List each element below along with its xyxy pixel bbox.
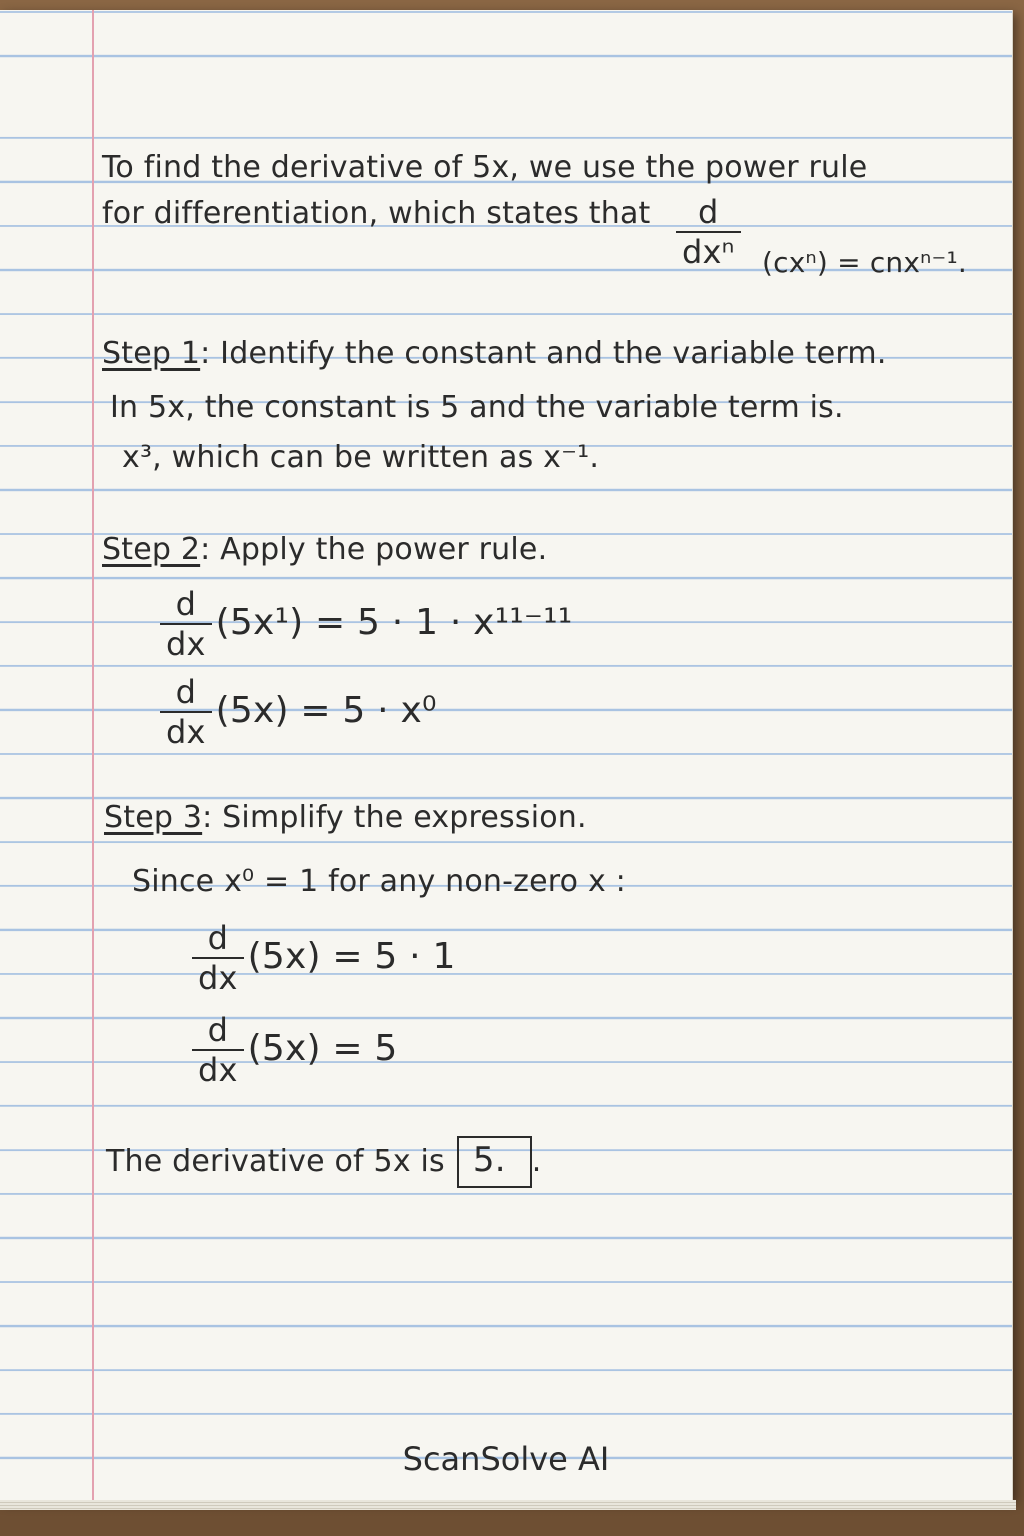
step2-eq1-rest: (5x¹) = 5 · 1 · x¹¹⁻¹¹	[215, 602, 573, 643]
power-rule-denominator: dxⁿ	[676, 231, 741, 268]
step2-eq2-fraction	[160, 673, 212, 751]
step3-eq1-rest: (5x) = 5 · 1	[247, 936, 456, 977]
notebook-page	[0, 10, 1013, 1500]
step3-eq1-denominator: dx	[192, 957, 244, 994]
step3-eq1-fraction	[192, 919, 244, 997]
power-rule-rest: (cxⁿ) = cnxⁿ⁻¹.	[762, 246, 968, 279]
power-rule-formula	[676, 193, 745, 271]
conclusion-line	[106, 1136, 541, 1188]
step1-line-3: x³, which can be written as x⁻¹.	[122, 440, 600, 475]
conclusion-text: The derivative of 5x is	[106, 1144, 445, 1179]
step2-eq1-denominator: dx	[160, 623, 212, 660]
step3-equation-2	[192, 1011, 398, 1089]
power-rule-numerator: d	[698, 193, 719, 231]
power-rule-fraction	[676, 193, 741, 271]
step1-title: : Identify the constant and the variable term.	[200, 336, 887, 371]
conclusion-end: .	[531, 1144, 542, 1179]
answer-box: 5.	[457, 1136, 532, 1188]
step3-since-line: Since x⁰ = 1 for any non-zero x :	[132, 864, 626, 899]
step3-eq2-fraction	[192, 1011, 244, 1089]
step2-eq2-numerator: d	[175, 673, 197, 711]
step1-heading	[102, 336, 887, 371]
step3-eq2-numerator: d	[207, 1011, 229, 1049]
step2-eq1-numerator: d	[175, 585, 197, 623]
step3-label: Step 3	[104, 800, 203, 835]
step2-label: Step 2	[102, 532, 201, 567]
step2-equation-1	[160, 585, 573, 663]
step2-eq1-fraction	[160, 585, 212, 663]
brand-watermark: ScanSolve AI	[402, 1440, 610, 1478]
step3-eq2-denominator: dx	[192, 1049, 244, 1086]
step3-eq1-numerator: d	[207, 919, 229, 957]
margin-line	[92, 10, 94, 1500]
step1-label: Step 1	[102, 336, 201, 371]
step1-line-2: In 5x, the constant is 5 and the variable term is.	[110, 390, 844, 425]
step3-eq2-rest: (5x) = 5	[247, 1028, 398, 1069]
intro-line-1: To find the derivative of 5x, we use the power rule	[102, 150, 868, 185]
step2-title: : Apply the power rule.	[200, 532, 548, 567]
step3-heading	[104, 800, 587, 835]
step2-eq2-denominator: dx	[160, 711, 212, 748]
page-stack-edge	[0, 1500, 1016, 1510]
intro-line-2: for differentiation, which states that	[102, 196, 651, 231]
step2-eq2-rest: (5x) = 5 · x⁰	[215, 690, 437, 731]
step2-heading	[102, 532, 547, 567]
step2-equation-2	[160, 673, 437, 751]
step3-title: : Simplify the expression.	[202, 800, 587, 835]
step3-equation-1	[192, 919, 456, 997]
